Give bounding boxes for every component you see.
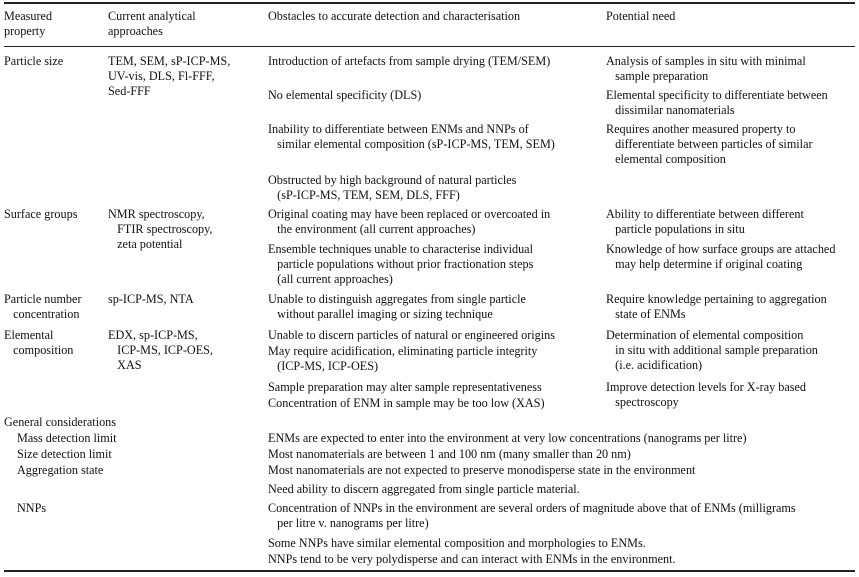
obstacle-elemental-2: May require acidification, eliminating particle integrity (ICP-MS, ICP-OES) (268, 344, 538, 373)
nnps-text-2: Some NNPs have similar elemental composition and morphologies to ENMs. (268, 536, 646, 550)
property-particle-number: Particle number concentration (4, 292, 82, 321)
need-surface-groups-1: Ability to differentiate between different particle populations in situ (606, 207, 804, 236)
general-considerations-heading: General considerations (4, 415, 117, 429)
obstacle-elemental-1: Unable to discern particles of natural or engineered origins (268, 328, 555, 342)
need-particle-size-1: Analysis of samples in situ with minimal sample preparation (606, 54, 806, 83)
approaches-elemental-composition: EDX, sp-ICP-MS, ICP-MS, ICP-OES, XAS (108, 328, 213, 372)
need-particle-size-3: Requires another measured property to differentiate between particles of similar elemental composition (606, 122, 813, 166)
need-elemental-3: Improve detection levels for X-ray based spectroscopy (606, 380, 806, 409)
approaches-particle-number: sp-ICP-MS, NTA (108, 292, 194, 306)
top-rule (4, 2, 855, 4)
obstacle-particle-size-3: Inability to differentiate between ENMs and NNPs of similar elemental composition (sP-ICP-MS, TEM, SEM) (268, 122, 555, 151)
need-particle-number-1: Require knowledge pertaining to aggregation state of ENMs (606, 292, 827, 321)
aggregation-state-text-1: Most nanomaterials are not expected to preserve monodisperse state in the environment (268, 463, 696, 477)
obstacle-particle-size-1: Introduction of artefacts from sample drying (TEM/SEM) (268, 54, 551, 68)
header-measured-property: Measured property (4, 9, 53, 38)
property-particle-size: Particle size (4, 54, 64, 68)
need-elemental-1: Determination of elemental composition in situ with additional sample preparation (i.e. acidification) (606, 328, 818, 372)
header-analytical-approaches: Current analytical approaches (108, 9, 196, 38)
header-obstacles: Obstacles to accurate detection and characterisation (268, 9, 521, 23)
property-surface-groups: Surface groups (4, 207, 78, 221)
size-detection-limit-label: Size detection limit (17, 447, 112, 461)
property-elemental-composition: Elemental composition (4, 328, 74, 357)
mass-detection-limit-label: Mass detection limit (17, 431, 117, 445)
mass-detection-limit-text: ENMs are expected to enter into the environment at very low concentrations (nanograms per litre) (268, 431, 747, 445)
obstacle-surface-groups-2: Ensemble techniques unable to characterise individual particle populations without prior fractionation steps (all current approaches) (268, 242, 534, 286)
aggregation-state-text-2: Need ability to discern aggregated from single particle material. (268, 482, 580, 496)
bottom-rule (4, 570, 855, 572)
obstacle-surface-groups-1: Original coating may have been replaced or overcoated in the environment (all current approaches) (268, 207, 551, 236)
nnps-label: NNPs (17, 501, 47, 515)
aggregation-state-label: Aggregation state (17, 463, 104, 477)
nnps-text-3: NNPs tend to be very polydisperse and can interact with ENMs in the environment. (268, 552, 676, 566)
header-potential-need: Potential need (606, 9, 676, 23)
header-rule (4, 46, 855, 47)
obstacle-elemental-3: Sample preparation may alter sample representativeness (268, 380, 542, 394)
need-particle-size-2: Elemental specificity to differentiate between dissimilar nanomaterials (606, 88, 828, 117)
obstacle-particle-size-2: No elemental specificity (DLS) (268, 88, 422, 102)
approaches-surface-groups: NMR spectroscopy, FTIR spectroscopy, zeta potential (108, 207, 213, 251)
obstacle-elemental-4: Concentration of ENM in sample may be too low (XAS) (268, 396, 545, 410)
obstacle-particle-size-4: Obstructed by high background of natural particles (sP-ICP-MS, TEM, SEM, DLS, FFF) (268, 173, 517, 202)
obstacle-particle-number-1: Unable to distinguish aggregates from single particle without parallel imaging or sizing technique (268, 292, 526, 321)
need-surface-groups-2: Knowledge of how surface groups are attached may help determine if original coating (606, 242, 836, 271)
size-detection-limit-text: Most nanomaterials are between 1 and 100 nm (many smaller than 20 nm) (268, 447, 631, 461)
nnps-text-1: Concentration of NNPs in the environment are several orders of magnitude above that of ENMs (milligrams per litre v. nanograms per litre) (268, 501, 796, 530)
approaches-particle-size: TEM, SEM, sP-ICP-MS, UV-vis, DLS, Fl-FFF, Sed-FFF (108, 54, 231, 98)
